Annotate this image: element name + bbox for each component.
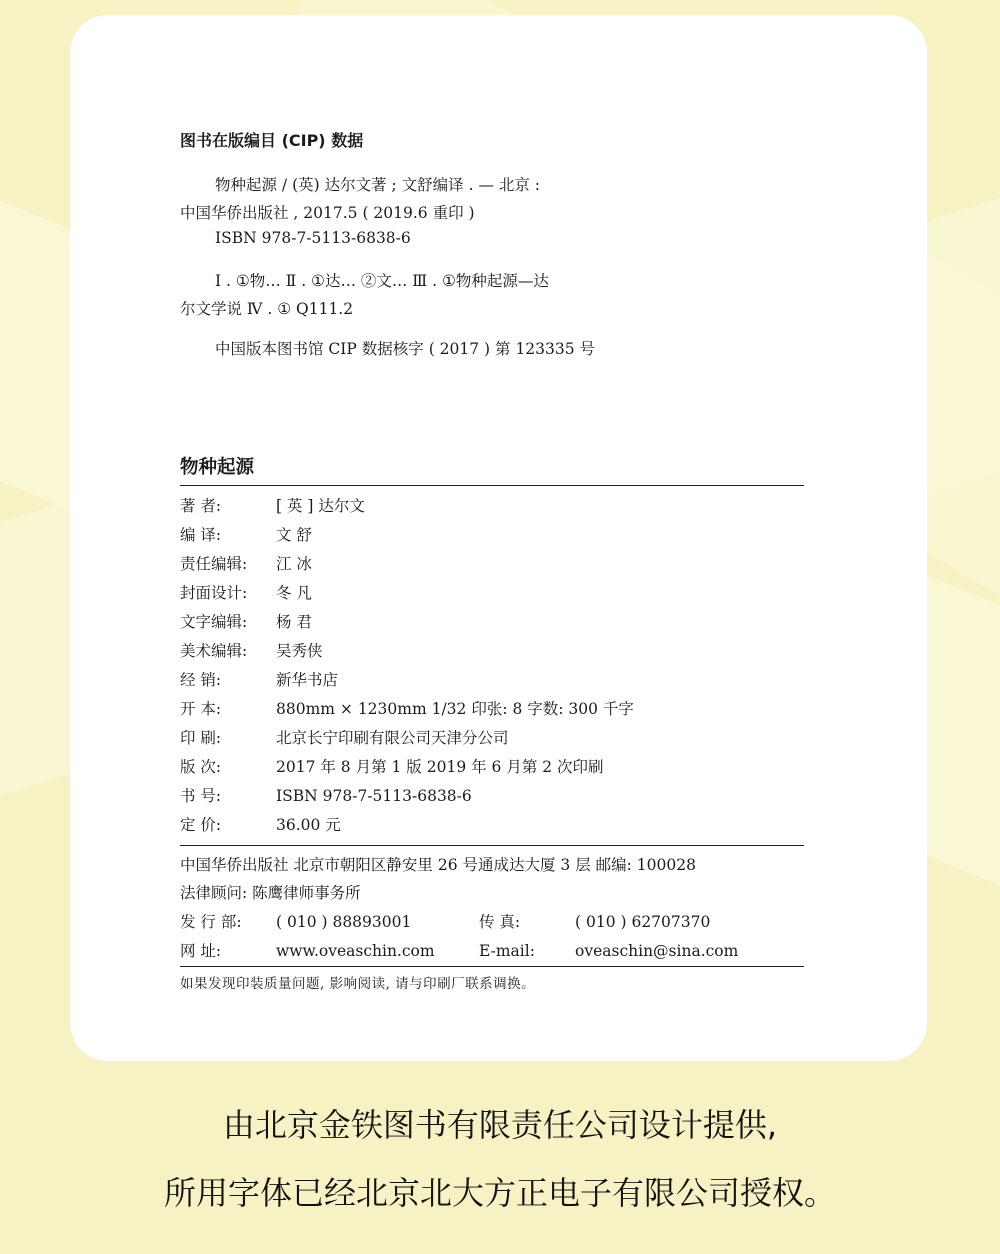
copyright-page-card	[70, 15, 927, 1061]
detail-label: 文字编辑:	[180, 613, 248, 631]
detail-row	[180, 697, 634, 719]
publisher-address: 中国华侨出版社 北京市朝阳区静安里 26 号通成达大厦 3 层 邮编: 100028	[180, 856, 696, 874]
detail-label: 版 次:	[180, 758, 222, 776]
detail-row	[180, 726, 509, 748]
legal-label: 法律顾问:	[180, 884, 248, 902]
cip-line: 中国版本图书馆 CIP 数据核字 ( 2017 ) 第 123335 号	[215, 340, 596, 358]
sales-phone: ( 010 ) 88893001	[276, 913, 412, 931]
detail-value: 吴秀侠	[276, 642, 323, 660]
detail-label: 印 刷:	[180, 729, 222, 747]
quality-notice: 如果发现印装质量问题, 影响阅读, 请与印刷厂联系调换。	[180, 976, 536, 992]
email-link[interactable]: oveaschin@sina.com	[575, 942, 739, 960]
detail-label: 著 者:	[180, 497, 222, 515]
fax-label: 传 真:	[479, 913, 521, 931]
fax-number: ( 010 ) 62707370	[575, 913, 711, 931]
cip-line: 尔文学说 Ⅳ . ① Q111.2	[180, 300, 354, 318]
detail-row	[180, 784, 472, 806]
detail-row	[180, 813, 341, 835]
divider	[180, 966, 804, 967]
detail-label: 定 价:	[180, 816, 222, 834]
detail-row	[180, 610, 312, 632]
detail-label: 编 译:	[180, 526, 222, 544]
detail-value: 36.00 元	[276, 816, 341, 834]
book-title: 物种起源	[180, 457, 255, 478]
divider	[180, 485, 804, 486]
detail-label: 封面设计:	[180, 584, 248, 602]
legal-value: 陈鹰律师事务所	[252, 884, 361, 902]
cip-line: ISBN 978-7-5113-6838-6	[215, 229, 411, 247]
email-label: E-mail:	[479, 942, 535, 960]
cip-line: 中国华侨出版社 , 2017.5 ( 2019.6 重印 )	[180, 204, 475, 222]
detail-label: 书 号:	[180, 787, 222, 805]
detail-value: 江 冰	[276, 555, 312, 573]
web-row	[180, 939, 738, 961]
detail-row	[180, 523, 312, 545]
divider	[180, 845, 804, 846]
detail-label: 经 销:	[180, 671, 222, 689]
cip-line: 物种起源 / (英) 达尔文著 ; 文舒编译 . — 北京 :	[215, 176, 541, 194]
sales-label: 发 行 部:	[180, 913, 242, 931]
detail-value: 北京长宁印刷有限公司天津分公司	[276, 729, 509, 747]
cip-line: Ⅰ . ①物… Ⅱ . ①达… ②文… Ⅲ . ①物种起源—达	[215, 272, 549, 290]
detail-value: 新华书店	[276, 671, 339, 689]
web-label: 网 址:	[180, 942, 222, 960]
detail-row	[180, 755, 604, 777]
detail-row	[180, 494, 365, 516]
detail-value: [ 英 ] 达尔文	[276, 497, 365, 515]
credit-line: 所用字体已经北京北大方正电子有限公司授权。	[163, 1174, 836, 1212]
detail-value: 杨 君	[276, 613, 312, 631]
detail-value: 文 舒	[276, 526, 312, 544]
legal-counsel-row	[180, 881, 361, 903]
detail-row	[180, 581, 312, 603]
detail-value: 880mm × 1230mm 1/32 印张: 8 字数: 300 千字	[276, 700, 634, 718]
sales-row	[180, 910, 710, 932]
cip-heading: 图书在版编目 (CIP) 数据	[180, 131, 364, 150]
detail-value: 冬 凡	[276, 584, 312, 602]
detail-label: 责任编辑:	[180, 555, 248, 573]
detail-label: 开 本:	[180, 700, 222, 718]
detail-label: 美术编辑:	[180, 642, 248, 660]
detail-value: 2017 年 8 月第 1 版 2019 年 6 月第 2 次印刷	[276, 758, 604, 776]
detail-value: ISBN 978-7-5113-6838-6	[276, 787, 472, 805]
website-link[interactable]: www.oveaschin.com	[276, 942, 435, 960]
detail-row	[180, 552, 312, 574]
detail-row	[180, 668, 338, 690]
detail-row	[180, 639, 323, 661]
credit-line: 由北京金铁图书有限责任公司设计提供,	[222, 1106, 778, 1144]
